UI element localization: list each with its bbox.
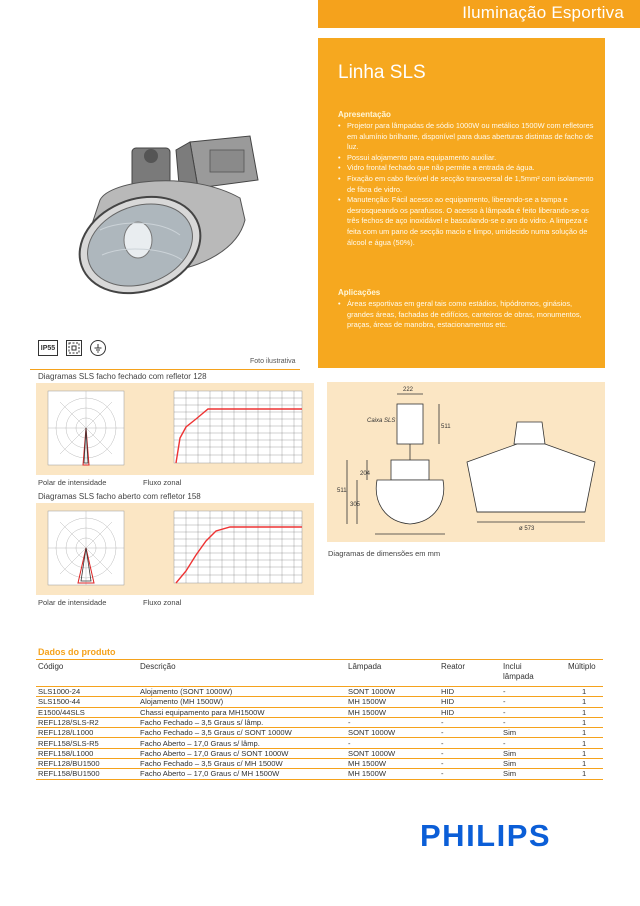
philips-logo: PHILIPS (420, 818, 552, 853)
list-item: • Áreas esportivas em geral tais como estádios, hipódromos, ginásios, grandes áreas, fachadas de edifícios, canteiros de obras, monumentos, praças, áreas de manobra, estacionamentos etc. (338, 299, 600, 331)
dim-w1: 222 (403, 387, 414, 393)
diagram-2-flux-caption: Fluxo zonal (143, 598, 182, 607)
diagram-1-title: Diagramas SLS facho fechado com refletor 128 (38, 372, 207, 381)
diagram-2-graphics (36, 503, 314, 595)
cell-descricao: Facho Aberto – 17,0 Graus s/ lâmp. (140, 738, 260, 748)
cell-lampada: MH 1500W (348, 707, 386, 717)
aplicacoes-list (338, 299, 600, 331)
diagram-2-polar-caption: Polar de intensidade (38, 598, 107, 607)
cell-descricao: Facho Aberto – 17,0 Graus c/ MH 1500W (140, 769, 280, 779)
cell-multiplo: 1 (582, 769, 587, 779)
apresentacao-list (338, 121, 600, 248)
ground-icon (90, 340, 106, 356)
cell-descricao: Alojamento (MH 1500W) (140, 697, 224, 707)
cell-lampada: MH 1500W (348, 759, 386, 769)
photo-caption: Foto ilustrativa (250, 358, 296, 365)
cell-lampada: SONT 1000W (348, 748, 396, 758)
table-row (36, 769, 603, 779)
cell-lampada: - (348, 717, 351, 727)
divider (30, 369, 300, 370)
th-descricao: Descrição (140, 662, 176, 671)
dim-h4: 511 (337, 488, 347, 494)
cell-descricao: Chassi equipamento para MH1500W (140, 707, 265, 717)
diagram-1-box (36, 383, 314, 475)
list-item: • Vidro frontal fechado que não permite a entrada de água. (338, 163, 600, 174)
cell-multiplo: 1 (582, 759, 587, 769)
table-row (36, 687, 603, 697)
cell-reator: - (441, 738, 444, 748)
th-inclui: Inclui lâmpada (503, 662, 534, 681)
diagram-1-polar-caption: Polar de intensidade (38, 478, 107, 487)
class-ii-icon (66, 340, 82, 356)
th-lampada: Lâmpada (348, 662, 382, 671)
product-panel (318, 38, 605, 368)
cell-codigo: REFL158/BU1500 (38, 769, 100, 779)
cell-multiplo: 1 (582, 728, 587, 738)
diagram-2-title: Diagramas SLS facho aberto com refletor 158 (38, 492, 201, 501)
cell-reator: HID (441, 687, 455, 696)
th-multiplo: Múltiplo (568, 662, 596, 671)
cell-descricao: Facho Fechado – 3,5 Graus c/ MH 1500W (140, 759, 283, 769)
dim-h1: 511 (441, 424, 451, 430)
cell-inclui: - (503, 738, 506, 748)
list-item: • Fixação em cabo flexível de secção transversal de 1,5mm² com isolamento de fibra de vidro. (338, 174, 600, 195)
ip55-icon: IP55 (38, 340, 58, 356)
aplicacoes-heading: Aplicações (338, 288, 381, 297)
cell-lampada: MH 1500W (348, 769, 386, 779)
cell-codigo: REFL128/SLS-R2 (38, 717, 99, 727)
cell-lampada: SONT 1000W (348, 687, 396, 696)
table-row (36, 718, 603, 728)
cell-inclui: Sim (503, 769, 517, 779)
cell-descricao: Facho Fechado – 3,5 Graus s/ lâmp. (140, 717, 264, 727)
cell-codigo: REFL128/BU1500 (38, 759, 100, 769)
cell-lampada: - (348, 738, 351, 748)
cell-descricao: Alojamento (SONT 1000W) (140, 687, 233, 696)
section-header (318, 0, 640, 28)
dimensions-caption: Diagramas de dimensões em mm (328, 549, 441, 558)
cell-inclui: - (503, 687, 506, 696)
cell-reator: - (441, 769, 444, 779)
diagram-2-box (36, 503, 314, 595)
th-codigo: Código (38, 662, 64, 671)
table-row (36, 739, 603, 749)
cell-inclui: - (503, 717, 506, 727)
table-row (36, 708, 603, 718)
table-row (36, 728, 603, 738)
dim-h3: 305 (350, 502, 361, 508)
th-reator: Reator (441, 662, 466, 671)
product-line-title: Linha SLS (338, 62, 426, 83)
cell-reator: HID (441, 707, 455, 717)
diagram-1-flux-caption: Fluxo zonal (143, 478, 182, 487)
cell-lampada: SONT 1000W (348, 728, 396, 738)
cell-multiplo: 1 (582, 707, 587, 717)
dimensions-drawing (327, 382, 605, 542)
cell-codigo: SLS1500-44 (38, 697, 81, 707)
diagram-1-graphics (36, 383, 314, 475)
cell-inclui: Sim (503, 759, 517, 769)
dim-box-label: Caixa SLS (367, 418, 396, 424)
cell-reator: - (441, 717, 444, 727)
cell-multiplo: 1 (582, 738, 587, 748)
cell-codigo: E1500/44SLS (38, 707, 85, 717)
table-row (36, 759, 603, 769)
list-item: • Possui alojamento para equipamento auxiliar. (338, 153, 600, 164)
cell-inclui: Sim (503, 748, 517, 758)
cell-reator: - (441, 759, 444, 769)
table-row (36, 697, 603, 707)
cell-codigo: SLS1000-24 (38, 687, 81, 696)
cell-codigo: REFL158/L1000 (38, 748, 94, 758)
cell-descricao: Facho Fechado – 3,5 Graus c/ SONT 1000W (140, 728, 292, 738)
cell-multiplo: 1 (582, 697, 587, 707)
dimensions-box (327, 382, 605, 542)
cell-lampada: MH 1500W (348, 697, 386, 707)
cell-multiplo: 1 (582, 717, 587, 727)
cell-reator: HID (441, 697, 455, 707)
list-item: • Projetor para lâmpadas de sódio 1000W ou metálico 1500W com refletores em alumínio brilhante, disponível para duas aberturas distintas de facho de luz. (338, 121, 600, 153)
table-row (36, 749, 603, 759)
product-photo (30, 70, 300, 330)
section-title: Iluminação Esportiva (462, 3, 624, 22)
dim-d: ø 573 (519, 526, 535, 532)
cell-codigo: REFL158/SLS-R5 (38, 738, 99, 748)
cell-inclui: Sim (503, 728, 517, 738)
list-item: • Manutenção: Fácil acesso ao equipamento, liberando-se a tampa e desrosqueando os parafusos. O acesso à lâmpada é feito liberando-se os três fechos de aço inoxidável e basculando-se o aro do vidro. A limpeza é feita com um pano de secção macio e limpo, umidecido numa solução de álcool e água (50%). (338, 195, 600, 248)
cell-descricao: Facho Aberto – 17,0 Graus c/ SONT 1000W (140, 748, 289, 758)
table-top-rule (36, 659, 603, 660)
cell-reator: - (441, 728, 444, 738)
cell-inclui: - (503, 697, 506, 707)
dim-h2: 204 (360, 471, 371, 477)
apresentacao-heading: Apresentação (338, 110, 391, 119)
cell-multiplo: 1 (582, 748, 587, 758)
cell-inclui: - (503, 707, 506, 717)
table-title: Dados do produto (38, 647, 116, 657)
cell-reator: - (441, 748, 444, 758)
cell-codigo: REFL128/L1000 (38, 728, 94, 738)
cell-multiplo: 1 (582, 687, 587, 696)
